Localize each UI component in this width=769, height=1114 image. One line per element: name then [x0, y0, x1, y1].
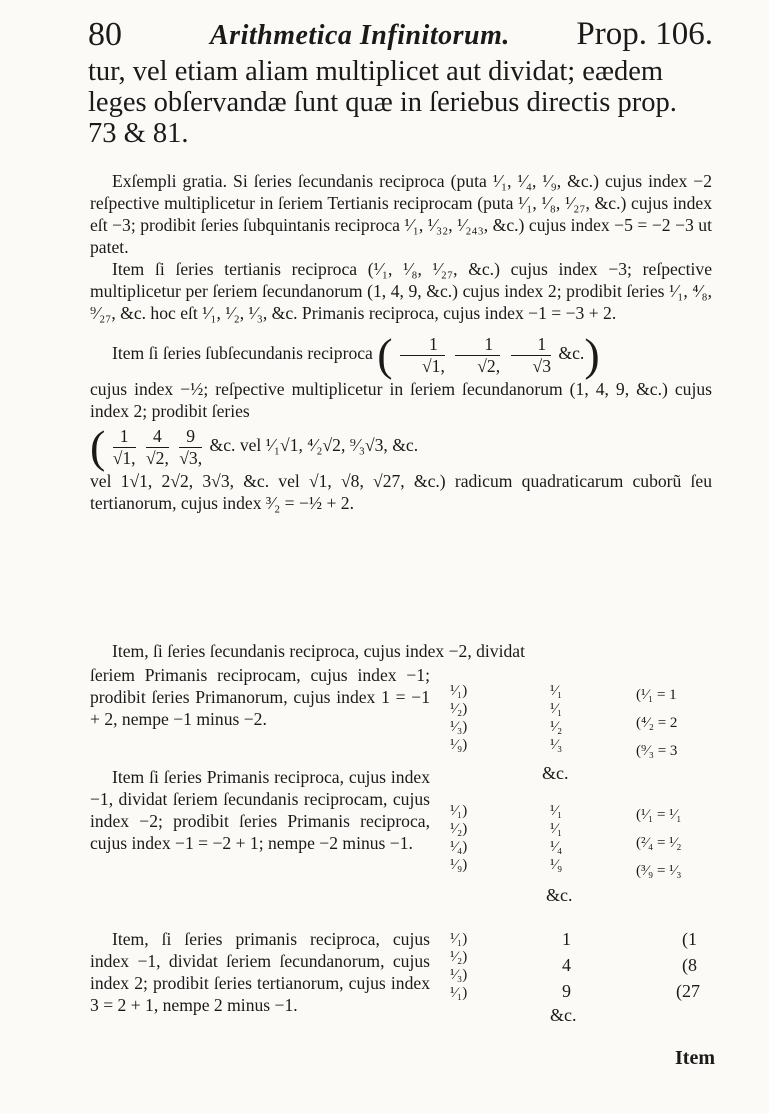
fraction: $\frac{1}{√3}$: [511, 334, 551, 375]
example-block: [90, 170, 712, 514]
fraction: $\frac{4}{√2,}$: [146, 426, 169, 468]
close-paren: ): [584, 329, 600, 380]
example-paragraph-1: Exſempli gratia. Si ſeries ſecundanis reciproca (puta ¹⁄₁, ¹⁄₄, ¹⁄₉, &c.) cujus index −2 reſpective multiplicetur in ſeriem Tertianis reciprocam (puta ¹⁄₁, ¹⁄₈, ¹⁄₂₇, &c.) cujus index eſt −3; prodibit ſeries ſubquintanis reciproca ¹⁄₁, ¹⁄₃₂, ¹⁄₂₄₃, &c.) cujus index −5 = −2 −3 ut patet.: [90, 171, 712, 257]
open-paren: (: [377, 329, 393, 380]
running-header: [88, 14, 713, 58]
paragraph-5: Item ſi ſeries Primanis reciproca, cujus index −1, dividat ſeriem ſecundanis reciprocam, cujus index −2; prodibit ſeries Primanis reciproca, cujus index −1 = −2 + 1; nempe −2 minus −1.: [90, 767, 430, 853]
series-line: [90, 421, 712, 472]
example-paragraph-3d: vel 1√1, 2√2, 3√3, &c. vel √1, √8, √27, &c.) radicum quadraticarum cuborũ ſeu tertianorum, cujus index ³⁄₂ = −½ + 2.: [90, 471, 712, 513]
series-continuation: &c. vel ¹⁄₁√1, ⁴⁄₂√2, ⁹⁄₃√3, &c.: [209, 435, 419, 456]
division-table-3: ¹⁄₁) ¹⁄₂) ¹⁄₃) ¹⁄₁) 1 4 9 (1 (8 (27 &c.: [450, 929, 700, 1025]
page-number: 80: [88, 16, 122, 53]
etc-label: &c.: [558, 343, 585, 364]
example-paragraph-3: [90, 329, 712, 380]
division-table-2: ¹⁄₁) ¹⁄₂) ¹⁄₄) ¹⁄₉) ¹⁄₁ ¹⁄₁ ¹⁄₄ ¹⁄₉ (¹⁄₁ = ¹⁄₁ (²⁄₄ = ¹⁄₂ (³⁄₉ = ¹⁄₃ &c.: [450, 803, 682, 905]
paragraph-3-lead: Item ſi ſeries ſubſecundanis reciproca: [112, 343, 373, 364]
catchword: Item: [675, 1047, 715, 1069]
etc-label: &c.: [546, 885, 573, 905]
paragraph-6: Item, ſi ſeries primanis reciproca, cujus index −1, dividat ſeriem ſecundanorum, cujus index 2; prodibit ſeries tertianorum, cujus index 3 = 2 + 1, nempe 2 minus −1.: [90, 929, 430, 1015]
opening-text: [88, 56, 713, 149]
example-paragraph-3b: cujus index −½; reſpective multiplicetur in ſeriem ſecundanorum (1, 4, 9, &c.) cujus index 2; prodibit ſeries: [90, 379, 712, 421]
fraction: $\frac{9}{√3,}$: [179, 426, 203, 468]
open-paren: (: [90, 421, 106, 472]
etc-label: &c.: [550, 1005, 577, 1025]
division-table-1: ¹⁄₁) ¹⁄₂) ¹⁄₃) ¹⁄₉) ¹⁄₁ ¹⁄₁ ¹⁄₂ ¹⁄₃ (¹⁄₁ = 1 (⁴⁄₂ = 2 (⁹⁄₃ = 3 &c.: [450, 683, 678, 783]
running-title: Arithmetica Infinitorum.: [210, 20, 510, 51]
fraction: $\frac{1}{√1,}$: [400, 334, 445, 375]
paragraph-4: ſeriem Primanis reciprocam, cujus index −1; prodibit ſeries Primanorum, cujus index 1 = −1 + 2, nempe −1 minus −2.: [90, 665, 430, 729]
example-paragraph-2: Item ſi ſeries tertianis reciproca (¹⁄₁, ¹⁄₈, ¹⁄₂₇, &c.) cujus index −3; reſpective multiplicetur per ſeriem ſecundanorum (1, 4, 9, &c.) cujus index 2; prodibit ſeries ¹⁄₁, ⁴⁄₈, ⁹⁄₂₇, &c. hoc eſt ¹⁄₁, ¹⁄₂, ¹⁄₃, &c. Primanis reciproca, cujus index −1 = −3 + 2.: [90, 259, 712, 323]
etc-label: &c.: [542, 763, 569, 783]
fraction: $\frac{1}{√2,}$: [455, 334, 500, 375]
opening-line: 73 & 81.: [88, 118, 189, 149]
opening-line: leges obſervandæ ſunt quæ in ſeriebus directis prop.: [88, 87, 677, 118]
paragraph-4-intro: Item, ſi ſeries ſecundanis reciproca, cujus index −2, dividat: [112, 641, 525, 661]
fraction: $\frac{1}{√1,}$: [112, 426, 136, 468]
opening-line: tur, vel etiam aliam multiplicet aut dividat; eædem: [88, 56, 664, 87]
proposition-label: Prop. 106.: [576, 16, 713, 52]
